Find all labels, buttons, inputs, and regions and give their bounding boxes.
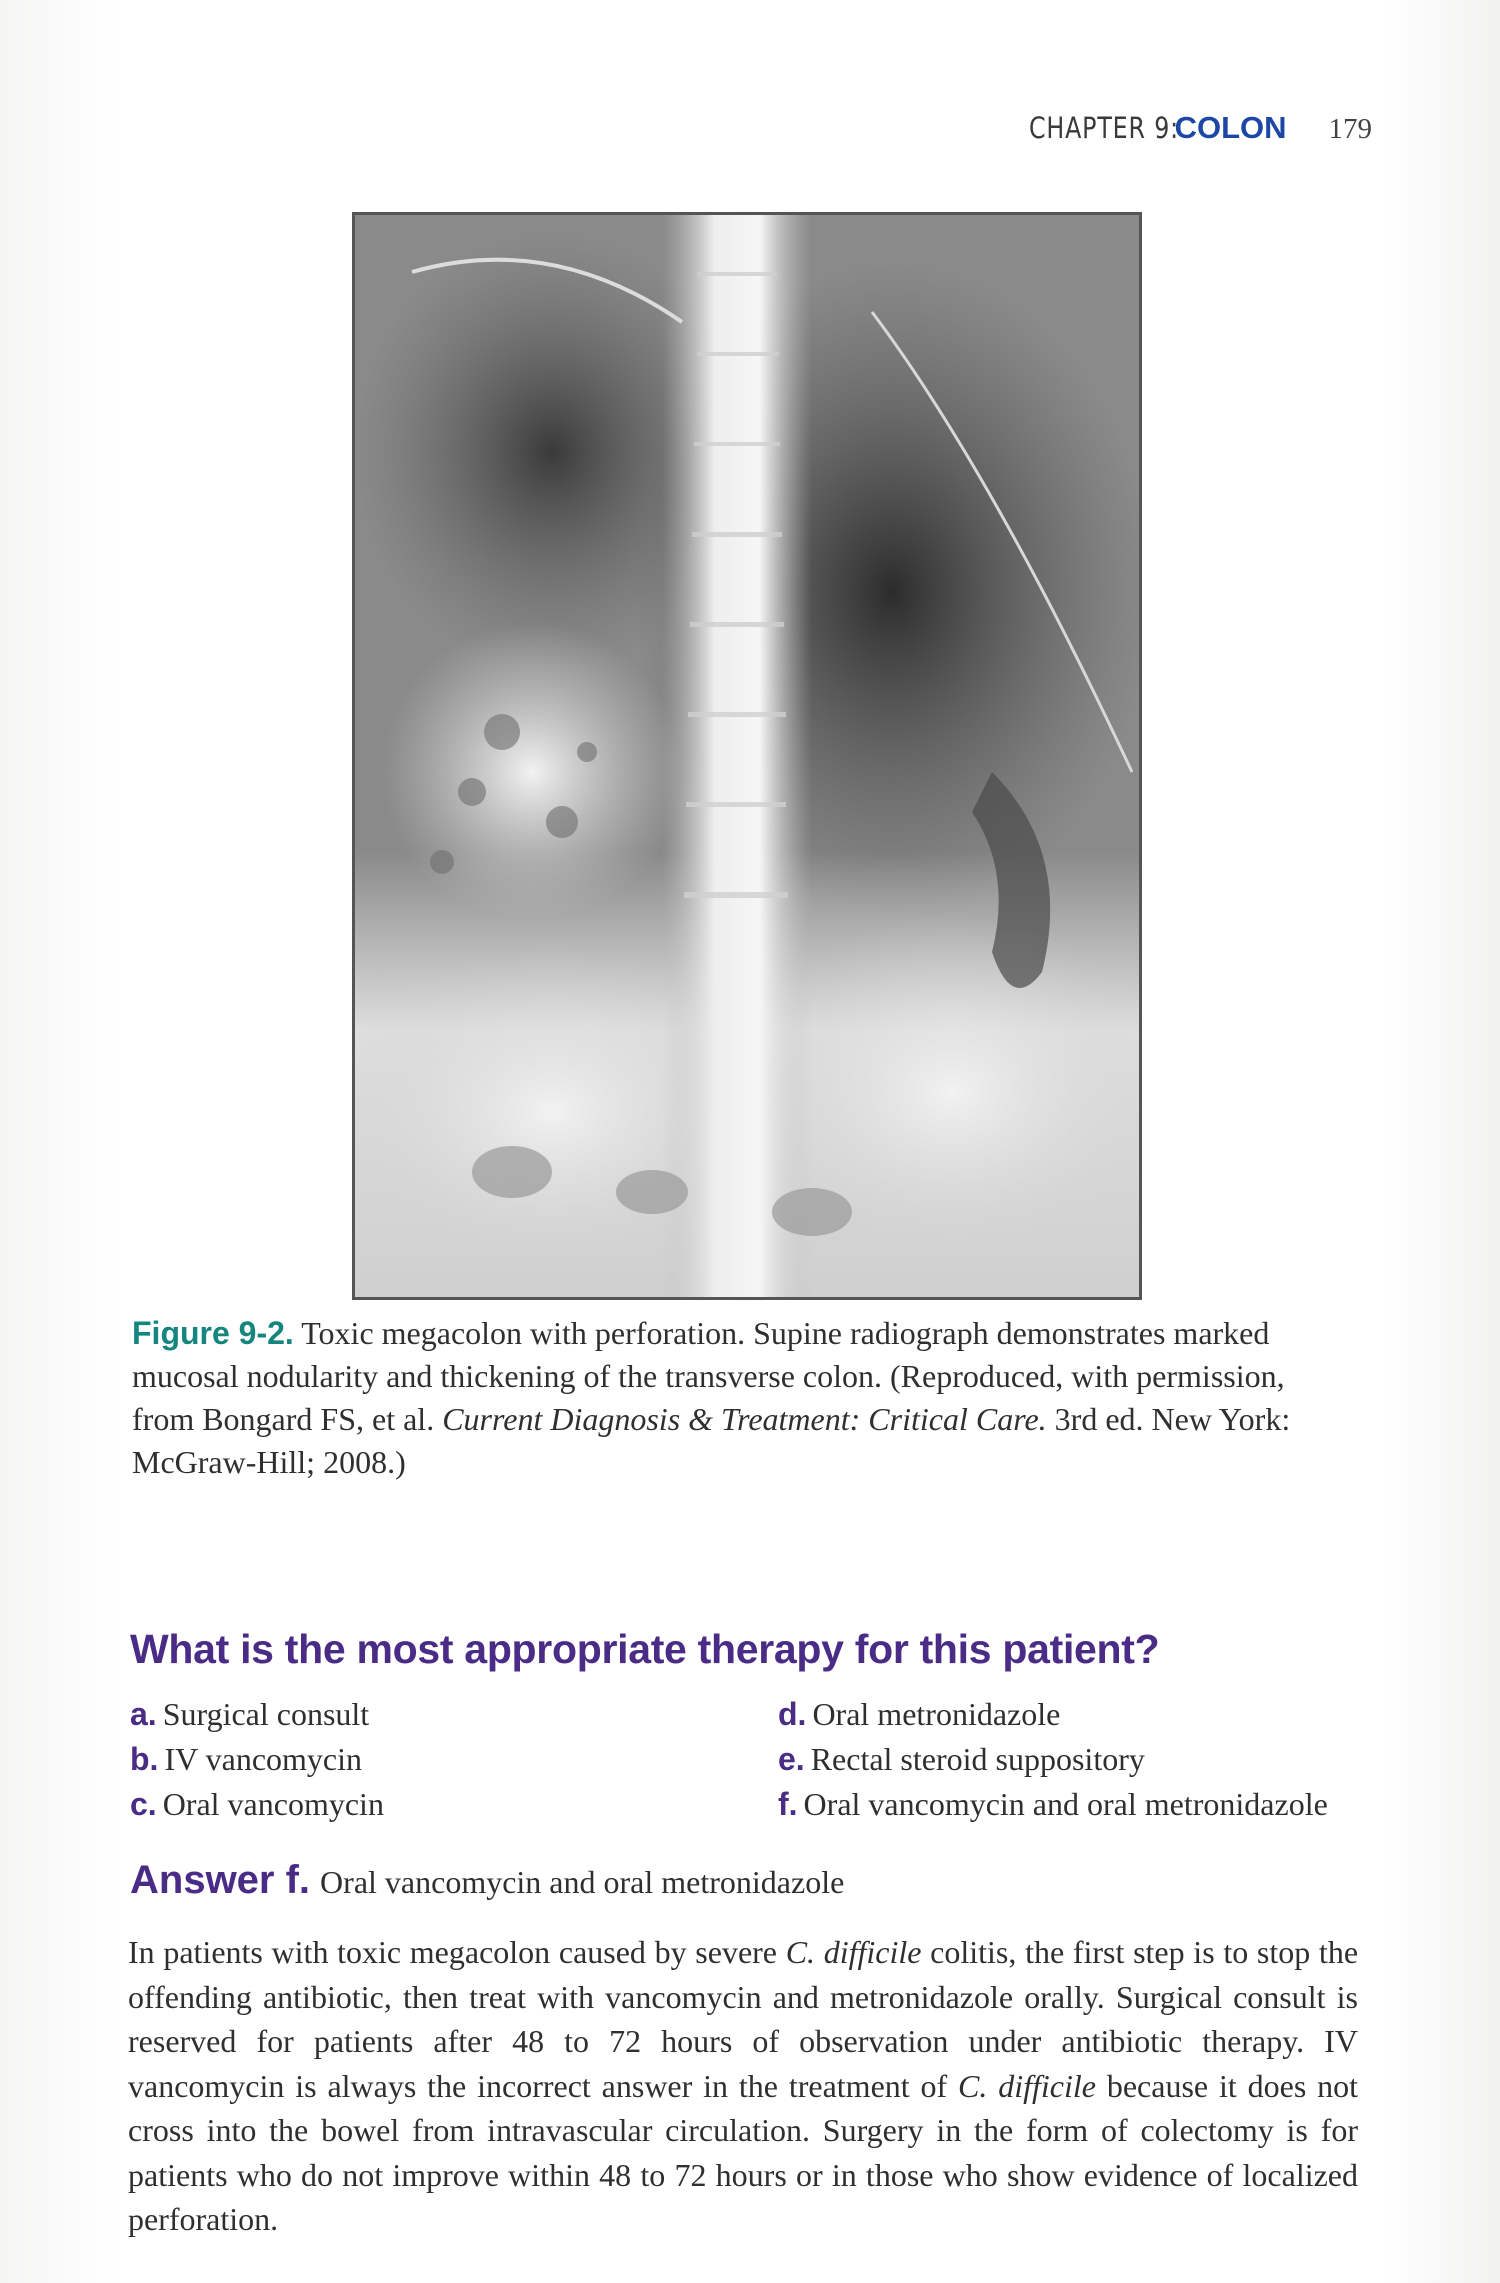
option-text: Rectal steroid suppository [810,1741,1145,1777]
option-text: Oral metronidazole [812,1696,1061,1732]
option-e [778,1737,1328,1782]
option-a [130,1692,384,1737]
option-letter: c. [130,1786,157,1822]
caption-book-title: Current Diagnosis & Treatment: Critical Care. [442,1401,1047,1437]
option-text: Surgical consult [162,1696,370,1732]
options-right-column [778,1692,1328,1827]
page-number: 179 [1328,113,1372,145]
organism-name: C. difficile [785,1934,922,1970]
organism-name: C. difficile [958,2067,1096,2104]
running-head [996,110,1372,146]
explanation-text-1: In patients with toxic megacolon caused by severe [128,1934,786,1970]
option-f [778,1782,1328,1827]
question-heading: What is the most appropriate therapy for this patient? [130,1626,1160,1672]
caption-text-1: Toxic megacolon with perforation. Supine radiograph demonstrates marked mucosal nodularity and thickening of the transverse colon. (Reproduced, with permission, from Bongard FS, et al. [132,1315,1285,1437]
option-letter: d. [778,1696,807,1732]
option-d [778,1692,1328,1737]
option-text: IV vancomycin [164,1741,363,1777]
explanation-text-2: colitis, the first step is to stop the offending antibiotic, then treat with vancomycin and metronidazole orally. Surgical consult is reserved for patients after 48 to 72 hours of observation under antibiotic therapy. IV vancomycin is always the incorrect answer in the treatment of [128,1934,1359,2104]
option-b [130,1737,384,1782]
answer-label: Answer f. [130,1858,311,1902]
explanation-text-3: because it does not cross into the bowel from intravascular circulation. Surgery in the form of colectomy is for patients who do not improve within 48 to 72 hours or in those who show evidence of localized perforation. [128,2067,1359,2237]
options-left-column [130,1692,384,1827]
figure-label: Figure 9-2. [132,1315,294,1351]
radiograph-image [352,212,1142,1300]
option-c [130,1782,384,1827]
answer-line [130,1858,844,1903]
option-letter: b. [130,1741,159,1777]
figure-caption [132,1312,1302,1484]
option-letter: e. [778,1741,805,1777]
answer-explanation [128,1930,1358,2242]
option-text: Oral vancomycin [162,1786,384,1822]
option-text: Oral vancomycin and oral metronidazole [803,1786,1328,1822]
caption-text-2: 3rd ed. New York: McGraw-Hill; 2008.) [132,1401,1291,1480]
option-letter: a. [130,1696,157,1732]
answer-text: Oral vancomycin and oral metronidazole [320,1864,845,1900]
section-title: COLON [1174,110,1287,145]
option-letter: f. [778,1786,798,1822]
chapter-label: CHAPTER 9: [1028,111,1179,145]
